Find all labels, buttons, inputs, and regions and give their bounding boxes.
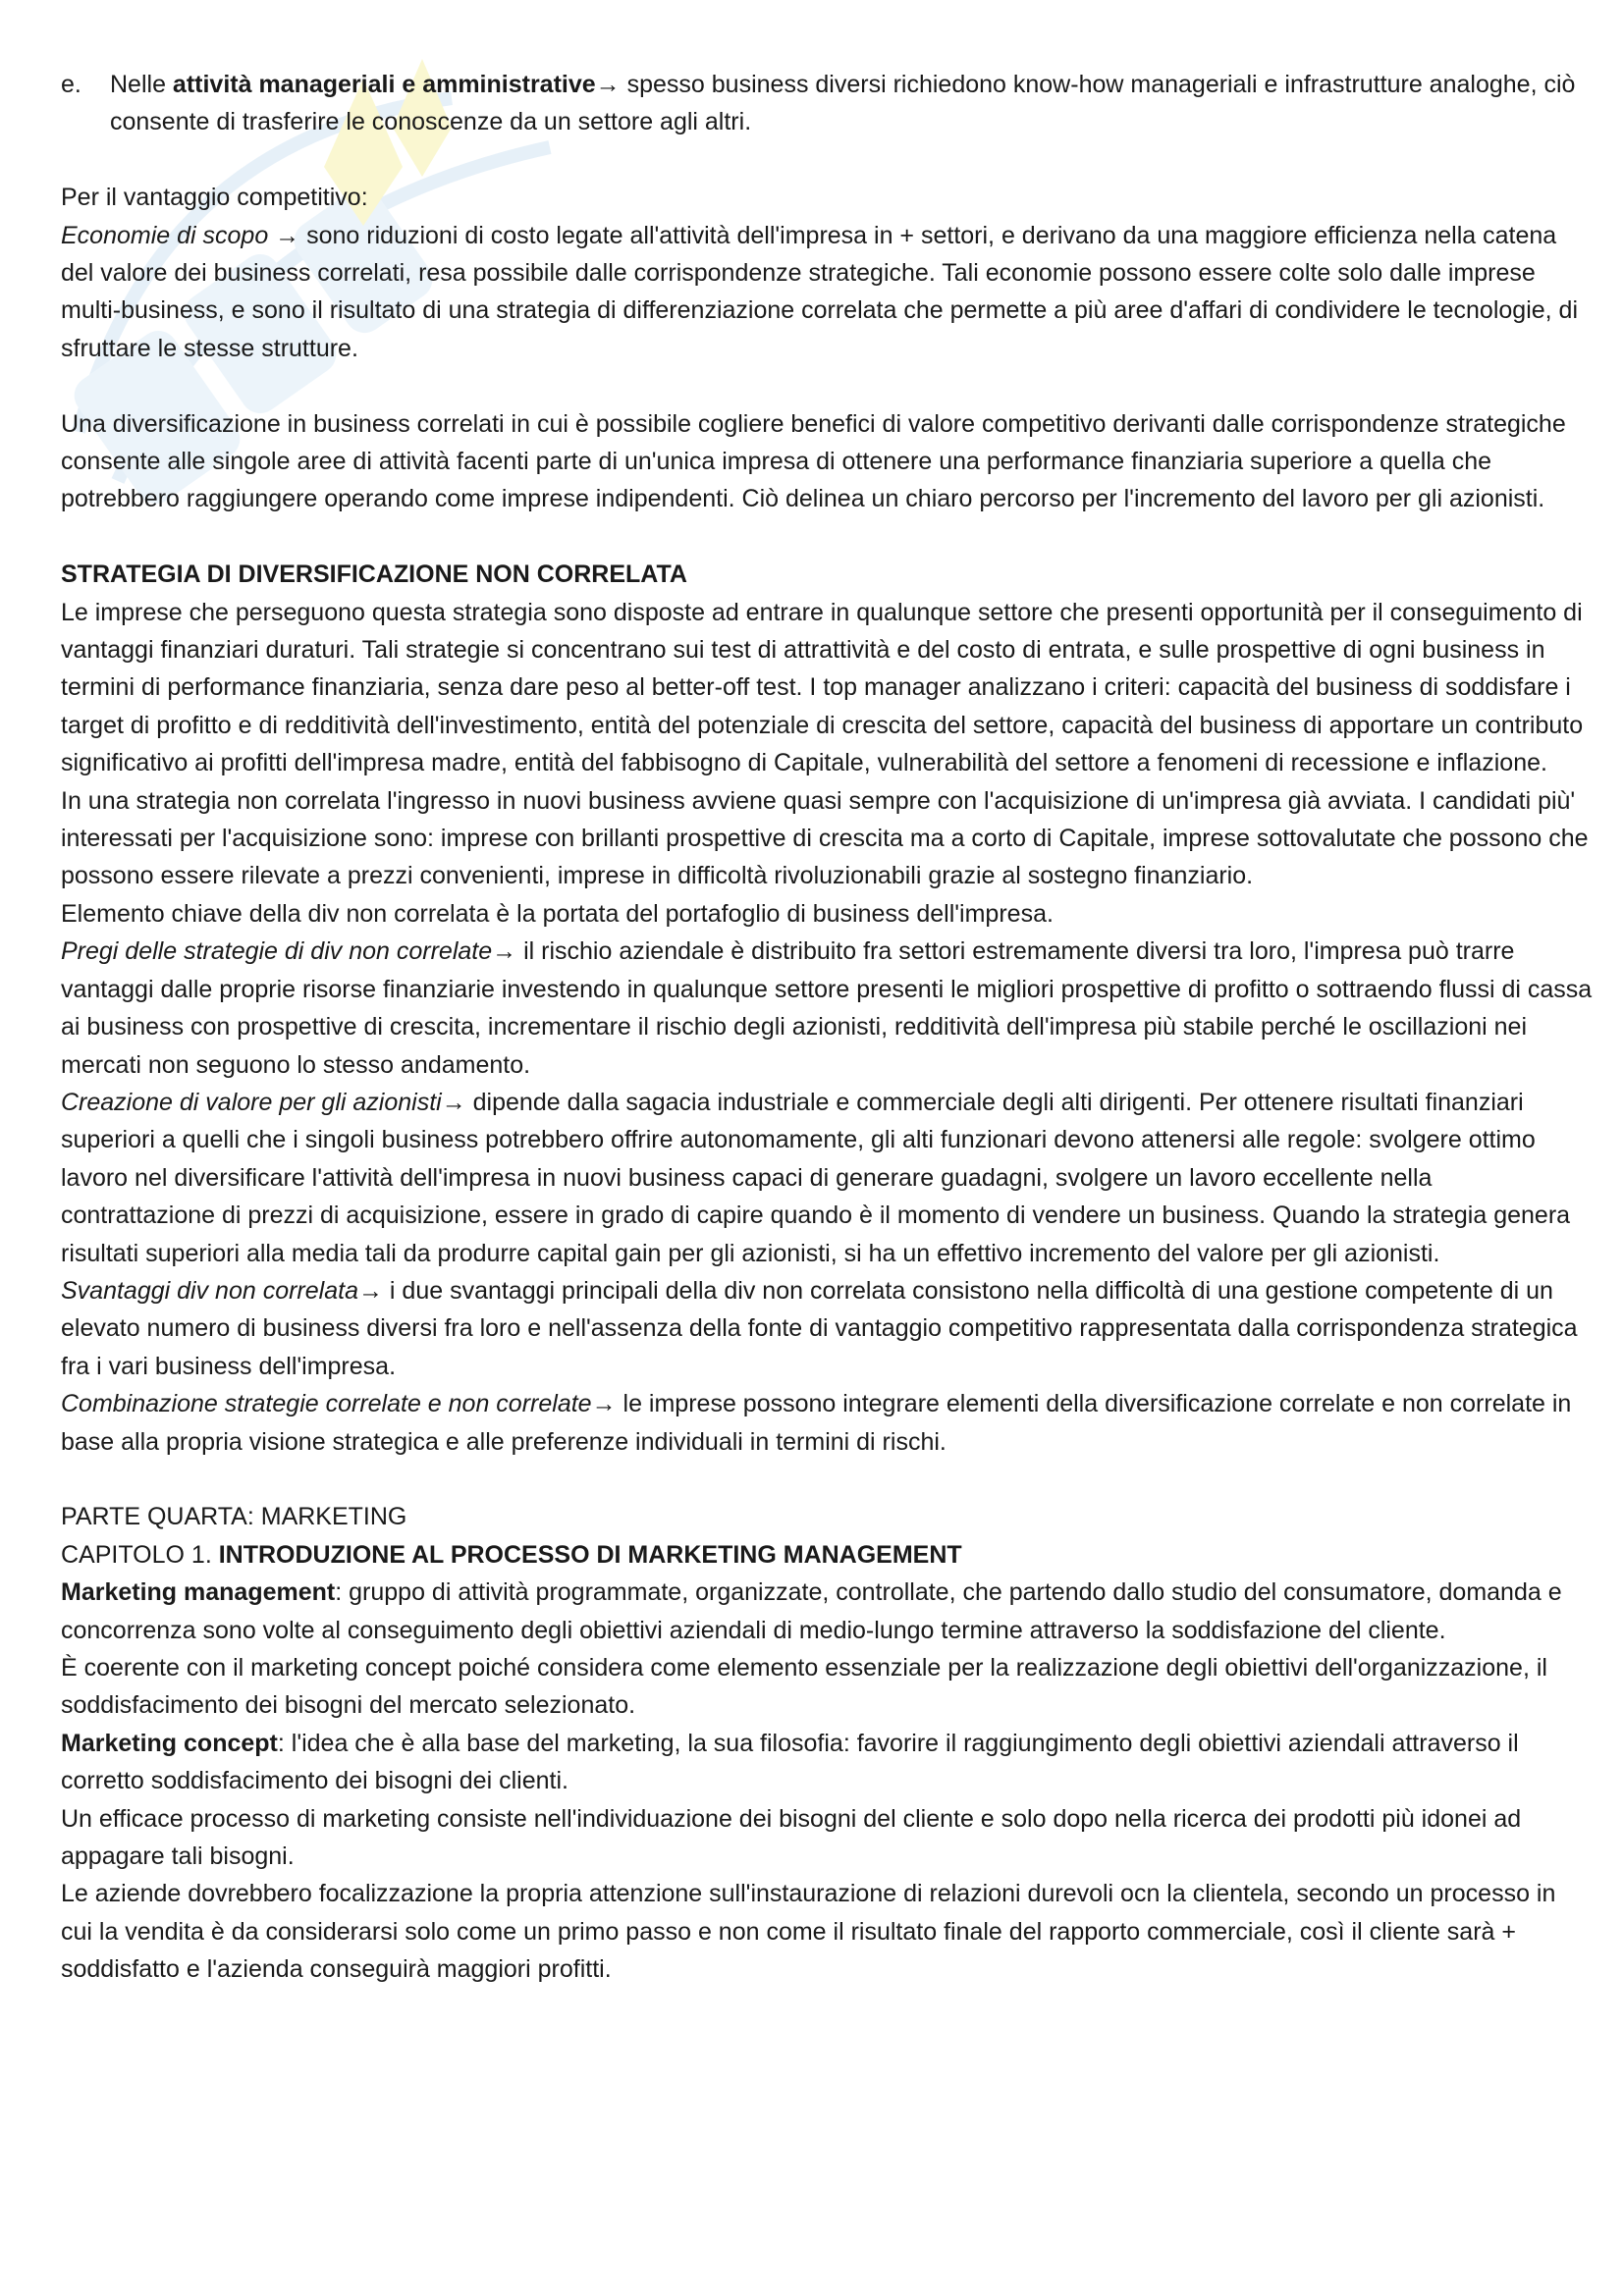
spacer bbox=[61, 141, 1593, 179]
spacer bbox=[61, 1461, 1593, 1498]
paragraph-non-correlata-3: Elemento chiave della div non correlata è la portata del portafoglio di business dell'impresa. bbox=[61, 899, 1054, 928]
bold-term: Marketing concept bbox=[61, 1729, 278, 1757]
paragraph-combinazione: Combinazione strategie correlate e non correlate→ le imprese possono integrare elementi della diversificazione correlate e non correlate in base alla propria visione strategica e alle preferenze individuali in termini di rischi. bbox=[61, 1390, 1572, 1456]
italic-term: Economie di scopo bbox=[61, 221, 269, 249]
part-heading: PARTE QUARTA: MARKETING bbox=[61, 1503, 407, 1531]
page-content bbox=[61, 66, 1593, 1989]
spacer bbox=[61, 367, 1593, 404]
paragraph-coerente: È coerente con il marketing concept poiché considera come elemento essenziale per la realizzazione degli obiettivi dell'organizzazione, il soddisfacimento dei bisogni del mercato selezionato. bbox=[61, 1654, 1547, 1720]
paragraph-pregi: Pregi delle strategie di div non correlate→ il rischio aziendale è distribuito fra settori estremamente diversi tra loro, l'impresa può trarre vantaggi dalle proprie risorse finanziarie investendo in qualunque settore presenti le migliori prospettive di profitto o sottraendo flussi di cassa ai business con prospettive di crescita, incrementare il rischio degli azionisti, redditività dell'impresa più stabile perché le oscillazioni nei mercati non seguono lo stesso andamento. bbox=[61, 937, 1593, 1079]
paragraph-non-correlata-1: Le imprese che perseguono questa strategia sono disposte ad entrare in qualunque settore che presenti opportunità per il conseguimento di vantaggi finanziari duraturi. Tali strategie si concentrano sui test di attrattività e del costo di entrata, e sulle prospettive di ogni business in termini di performance finanziaria, senza dare peso al better-off test. I top manager analizzano i criteri: capacità del business di soddisfare i target di profitto e di redditività dell'investimento, entità del potenziale di crescita del settore, capacità del business di apportare un contributo significativo ai profitti dell'impresa madre, entità del fabbisogno di Capitale, vulnerabilità del settore a fenomeni di recessione e inflazione. bbox=[61, 598, 1584, 777]
paragraph-aziende: Le aziende dovrebbero focalizzazione la propria attenzione sull'instaurazione di relazioni durevoli ocn la clientela, secondo un processo in cui la vendita è da considerarsi solo come un primo passo e non come il risultato finale del rapporto commerciale, così il cliente sarà + soddisfatto e l'azienda conseguirà maggiori profitti. bbox=[61, 1880, 1556, 1984]
italic-term: Combinazione strategie correlate e non correlate bbox=[61, 1390, 592, 1418]
section-heading: STRATEGIA DI DIVERSIFICAZIONE NON CORRELATA bbox=[61, 561, 687, 589]
list-item-e: e. Nelle attività manageriali e amministrative→ spesso business diversi richiedono know-how manageriali e infrastrutture analoghe, ciò consente di trasferire le conoscenze da un settore agli altri. bbox=[61, 66, 1593, 141]
paragraph-efficace: Un efficace processo di marketing consiste nell'individuazione dei bisogni del cliente e solo dopo nella ricerca dei prodotti più idonei ad appagare tali bisogni. bbox=[61, 1804, 1522, 1871]
bold-term: attività manageriali e amministrative bbox=[172, 71, 596, 98]
paragraph-vantaggio-intro: Per il vantaggio competitivo: bbox=[61, 184, 368, 212]
paragraph-correlati: Una diversificazione in business correlati in cui è possibile cogliere benefici di valore competitivo derivanti dalle corrispondenze strategiche consente alle singole aree di attività facenti parte di un'unica impresa di ottenere una performance finanziaria superiore a quella che potrebbero raggiungere operando come imprese indipendenti. Ciò delinea un chiaro percorso per l'incremento del lavoro per gli azionisti. bbox=[61, 409, 1566, 513]
italic-term: Creazione di valore per gli azionisti bbox=[61, 1088, 442, 1116]
italic-term: Pregi delle strategie di div non correlate bbox=[61, 937, 493, 966]
list-marker: e. bbox=[61, 71, 81, 98]
paragraph-non-correlata-2: In una strategia non correlata l'ingresso in nuovi business avviene quasi sempre con l'acquisizione di un'impresa già avviata. I candidati più' interessati per l'acquisizione sono: imprese con brillanti prospettive di crescita ma a corto di Capitale, imprese sottovalutate che possono che possono essere rilevate a prezzi convenienti, imprese in difficoltà rivoluzionabili grazie al sostegno finanziario. bbox=[61, 786, 1589, 890]
chapter-heading: CAPITOLO 1. INTRODUZIONE AL PROCESSO DI MARKETING MANAGEMENT bbox=[61, 1540, 962, 1569]
bold-term: Marketing management bbox=[61, 1578, 336, 1607]
paragraph-creazione-valore: Creazione di valore per gli azionisti→ dipende dalla sagacia industriale e commerciale degli alti dirigenti. Per ottenere risultati finanziari superiori a quelli che i singoli business potrebbero offrire autonomamente, gli alti funzionari devono attenersi alle regole: svolgere ottimo lavoro nel diversificare l'attività dell'impresa in nuovi business capaci di generare guadagni, svolgere un lavoro eccellente nella contrattazione di prezzi di acquisizione, essere in grado di capire quando è il momento di vendere un business. Quando la strategia genera risultati superiori alla media tali da produrre capital gain per gli azionisti, si ha un effettivo incremento del valore per gli azionisti. bbox=[61, 1088, 1571, 1267]
paragraph-svantaggi: Svantaggi div non correlata→ i due svantaggi principali della div non correlata consistono nella difficoltà di una gestione competente di un elevato numero di business diversi fra loro e nell'assenza della fonte di vantaggio competitivo rappresentata dalla corrispondenza strategica fra i vari business dell'impresa. bbox=[61, 1276, 1578, 1380]
italic-term: Svantaggi div non correlata bbox=[61, 1276, 358, 1305]
spacer bbox=[61, 518, 1593, 556]
paragraph-marketing-management: Marketing management: gruppo di attività programmate, organizzate, controllate, che partendo dallo studio del consumatore, domanda e concorrenza sono volte al conseguimento degli obiettivi aziendali di medio-lungo termine attraverso la soddisfazione del cliente. bbox=[61, 1578, 1562, 1644]
paragraph-economie-di-scopo: Economie di scopo → sono riduzioni di costo legate all'attività dell'impresa in + settori, e derivano da una maggiore efficienza nella catena del valore dei business correlati, resa possibile dalle corrispondenze strategiche. Tali economie possono essere colte solo dalle imprese multi-business, e sono il risultato di una strategia di differenziazione correlata che permette a più aree d'affari di condividere le tecnologie, di sfruttare le stesse strutture. bbox=[61, 221, 1579, 362]
paragraph-marketing-concept: Marketing concept: l'idea che è alla base del marketing, la sua filosofia: favorire il raggiungimento degli obiettivi aziendali attraverso il corretto soddisfacimento dei bisogni dei clienti. bbox=[61, 1729, 1519, 1795]
